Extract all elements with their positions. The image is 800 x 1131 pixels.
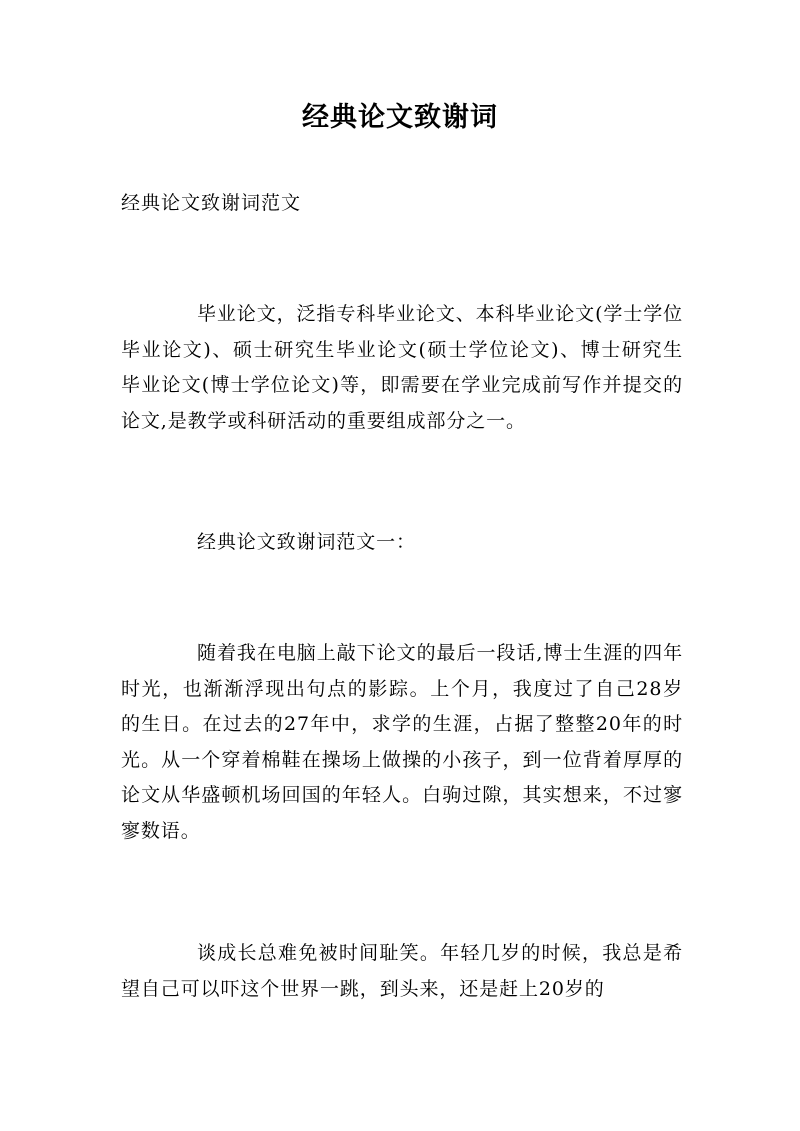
- paragraph-section-heading: 经典论文致谢词范文一：: [197, 531, 416, 553]
- document-title: 经典论文致谢词: [302, 102, 498, 133]
- paragraph-intro: 毕业论文，泛指专科毕业论文、本科毕业论文(学士学位毕业论文)、硕士研究生毕业论文(硕士学位论文)、博士研究生毕业论文(博士学位论文)等，即需要在学业完成前写作并提交的论文,是教学或科研活动的重要组成部分之一。: [121, 303, 683, 432]
- paragraph-body-2: 谈成长总难免被时间耻笑。年轻几岁的时候，我总是希望自己可以吓这个世界一跳，到头来，还是赶上20岁的: [121, 942, 683, 1000]
- document-subtitle: 经典论文致谢词范文: [121, 192, 302, 214]
- paragraph-body-1: 随着我在电脑上敲下论文的最后一段话,博士生涯的四年时光，也渐渐浮现出句点的影踪。上个月，我度过了自己28岁的生日。在过去的27年中，求学的生涯，占据了整整20年的时光。从一个穿着棉鞋在操场上做操的小孩子，到一位背着厚厚的论文从华盛顿机场回国的年轻人。白驹过隙，其实想来，不过寥寥数语。: [121, 642, 683, 842]
